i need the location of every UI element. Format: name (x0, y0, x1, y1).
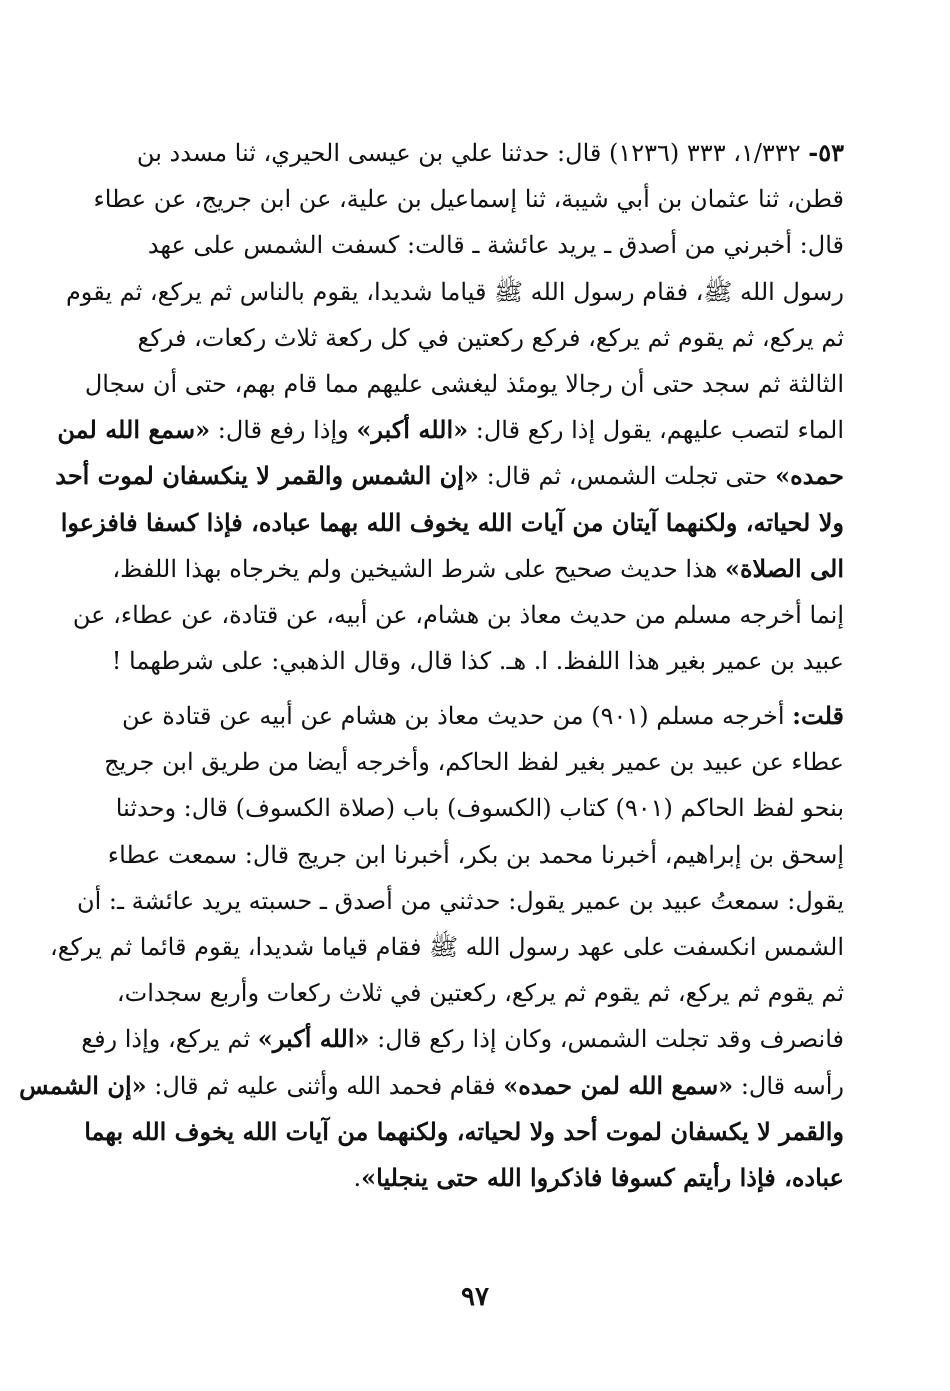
text-line: عبيد بن عمير بغير هذا اللفظ. ا. هـ. كذا قال، وقال الذهبي: على شرطهما ! (111, 647, 844, 676)
text-line: ثم يقوم ثم يركع، ثم يقوم ثم يركع، ركعتين في ثلاث ركعات وأربع سجدات، (116, 979, 844, 1008)
text-span: رأسه قال: (740, 1071, 844, 1100)
quote-span: «إن الشمس والقمر لا ينكسفان لموت أحد (55, 461, 479, 491)
quote-span: الى الصلاة» (724, 553, 844, 583)
text-line (57, 407, 844, 453)
text-span: . (353, 1164, 362, 1193)
text-line (133, 1155, 844, 1201)
text-line: قال: أخبرني من أصدق ـ يريد عائشة ـ قالت: كسفت الشمس على عهد (147, 231, 844, 260)
text-line: رسول الله ﷺ، فقام رسول الله ﷺ قياما شديدا، يقوم بالناس ثم يركع، ثم يقوم (65, 277, 844, 306)
text-line (112, 546, 844, 592)
text-span: ثم يركع، وإذا رفع (81, 1025, 251, 1054)
text-line: قطن، ثنا عثمان بن أبي شيبة، ثنا إسماعيل بن علية، عن ابن جريج، عن عطاء (93, 185, 844, 214)
text-line: ثم يركع، ثم يقوم ثم يركع، فركع ركعتين في كل ركعة ثلاث ركعات، فركع (137, 323, 844, 352)
text-line: ولا لحياته، ولكنهما آيتان من آيات الله يخوف الله بهما عباده، فإذا كسفا فافزعوا (60, 507, 844, 537)
quote-span: «سمع الله لمن حمده» (503, 1070, 734, 1100)
text-span: فقام فحمد الله وأثنى عليه ثم قال: (154, 1071, 496, 1100)
text-line: إسحق بن إبراهيم، أخبرنا محمد بن بكر، أخبرنا ابن جريج قال: سمعت عطاء (107, 840, 844, 869)
quote-span: «إن الشمس (19, 1070, 147, 1100)
quote-span: عباده، فإذا رأيتم كسوفا فاذكروا الله حتى ينجليا» (361, 1163, 844, 1193)
hadith-paragraph (55, 130, 844, 684)
text-line: الشمس انكسفت على عهد رسول الله ﷺ فقام قياما شديدا، يقوم قائما ثم يركع، (50, 933, 844, 962)
text-span: أخرجه مسلم (٩٠١) من حديث معاذ بن هشام عن أبيه عن قتادة عن (121, 702, 785, 730)
text-span: الماء لتصب عليهم، يقول إذا ركع قال: (475, 416, 844, 445)
quote-span: «الله أكبر» (356, 415, 469, 445)
text-span: ١/٣٣٢، ٣٣٣ (١٢٣٦) قال: حدثنا علي بن عيسى الحيري، ثنا مسدد بن (136, 139, 801, 167)
text-line (55, 453, 844, 499)
text-line (121, 693, 844, 739)
quote-span: «الله أكبر» (257, 1024, 370, 1054)
text-line: عطاء عن عبيد بن عمير بغير لفظ الحاكم، وأخرجه أيضا من طريق ابن جريج (104, 748, 844, 777)
text-line (19, 1063, 844, 1109)
text-line: والقمر لا يكسفان لموت أحد ولا لحياته، ولكنهما من آيات الله يخوف الله بهما (84, 1116, 844, 1146)
lead-word: قلت: (792, 701, 844, 730)
hadith-number: ٥٣- (808, 138, 844, 167)
text-span: حتى تجلت الشمس، ثم قال: (486, 462, 768, 491)
page-number: ٩٧ (461, 1282, 489, 1312)
text-line: بنحو لفظ الحاكم (٩٠١) كتاب (الكسوف) باب (صلاة الكسوف) قال: وحدثنا (115, 794, 844, 823)
text-span: وإذا رفع قال: (217, 416, 349, 445)
text-line (133, 130, 844, 176)
text-line: الثالثة ثم سجد حتى أن رجالا يومئذ ليغشى عليهم مما قام بهم، حتى أن سجال (84, 370, 844, 399)
text-line (81, 1016, 844, 1062)
text-span: هذا حديث صحيح على شرط الشيخين ولم يخرجاه بهذا اللفظ، (112, 554, 718, 583)
text-line: إنما أخرجه مسلم من حديث معاذ بن هشام، عن أبيه، عن قتادة، عن عطاء، عن (72, 601, 844, 630)
commentary-paragraph (19, 693, 844, 1201)
text-span: فانصرف وقد تجلت الشمس، وكان إذا ركع قال: (377, 1025, 844, 1054)
quote-span: حمده» (775, 461, 844, 491)
text-line: يقول: سمعتُ عبيد بن عمير يقول: حدثني من أصدق ـ حسبته يريد عائشة ـ: أن (76, 886, 844, 915)
quote-span: «سمع الله لمن (57, 415, 211, 445)
